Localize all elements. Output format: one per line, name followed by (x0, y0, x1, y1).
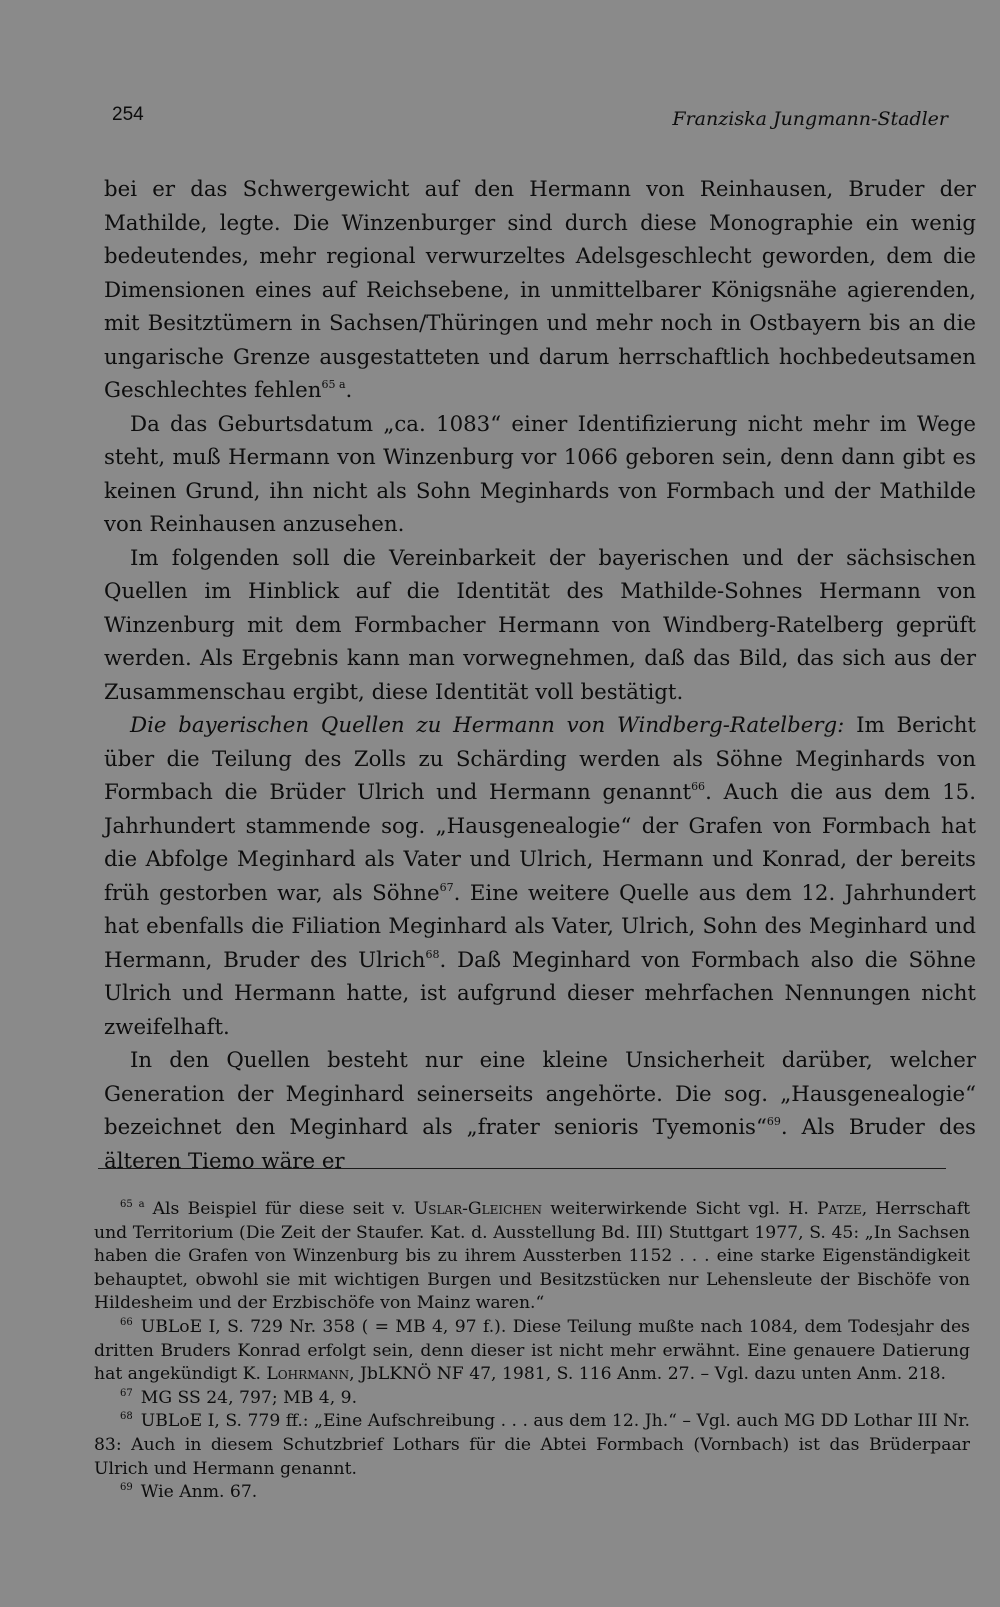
footnote-mark: 68 (120, 1411, 133, 1423)
paragraph-1-end: . (345, 378, 353, 403)
paragraph-1-text: bei er das Schwergewicht auf den Hermann von Reinhausen, Bruder der Mathilde, legte. Die Winzenburger sind durch diese Monographie ein wenig bedeutendes, mehr regional verwurzeltes Adelsgeschlecht geworden, dem die Dimensionen eines auf Reichsebene, in unmittelbarer Königsnähe agierenden, mit Besitztümern in Sachsen/Thüringen und mehr noch in Ostbayern bis an die ungarische Grenze ausgestatteten und darum herrschaftlich hochbedeutsamen Geschlechtes fehlen (104, 177, 976, 403)
paragraph-4-text-1: Im Bericht über die Teilung des Zolls zu Schärding werden als Söhne Meginhards von Formbach die Brüder Ulrich und Hermann genannt (104, 713, 976, 805)
footnote-ref-68[interactable]: 68 (425, 947, 440, 961)
paragraph-5-text-1: In den Quellen besteht nur eine kleine Unsicherheit darüber, welcher Generation der Meginhard seinerseits angehörte. Die sog. „Hausgenealogie“ bezeichnet den Meginhard als „frater senioris Tyemonis“ (104, 1048, 976, 1140)
footnote-ref-65a[interactable]: 65 a (321, 378, 346, 391)
footnote-ref-66[interactable]: 66 (691, 780, 706, 793)
paragraph-1 (104, 173, 976, 408)
paragraph-4-text-3: . Eine weitere Quelle aus dem 12. Jahrhundert hat ebenfalls die Filiation Meginhard als Vater, Ulrich, Sohn des Meginhard und Hermann, Bruder des Ulrich (104, 880, 976, 973)
author-name: Lohrmann (266, 1364, 350, 1385)
footnote-ref-67[interactable]: 67 (439, 880, 454, 894)
footnote-text: Wie Anm. 67. (140, 1482, 258, 1503)
paragraph-4-text-4: . Daß Meginhard von Formbach also die Söhne Ulrich und Hermann hatte, ist aufgrund dieser mehrfachen Nennungen nicht zweifelhaft. (104, 947, 976, 1040)
footnote-text: MG SS 24, 797; MB 4, 9. (140, 1387, 358, 1408)
footnote-68 (94, 1410, 970, 1481)
footnote-text: , Herrschaft und Territorium (Die Zeit der Staufer. Kat. d. Ausstellung Bd. III) Stuttgart 1977, S. 45: „In Sachsen haben die Grafen von Winzenburg bis zu ihrem Aussterben 1152 . . . eine starke Eigenständigkeit behauptet, obwohl sie mit wichtigen Burgen und Besitzstücken nur Lehensleute der Bischöfe von Hildesheim und der Erzbischöfe von Mainz waren.“ (94, 1199, 970, 1314)
paragraph-5-text-2: . Als Bruder des älteren Tiemo wäre er (104, 1115, 976, 1174)
main-text (104, 173, 976, 1178)
footnote-text: UBLoE I, S. 729 Nr. 358 ( = MB 4, 97 f.). Diese Teilung mußte nach 1084, dem Todesjahr des dritten Bruders Konrad erfolgt sein, denn dieser ist nicht mehr erwähnt. Eine genauere Datierung hat angekündigt K. (94, 1316, 970, 1385)
footnote-66 (94, 1316, 970, 1387)
paragraph-2: Da das Geburtsdatum „ca. 1083“ einer Identifizierung nicht mehr im Wege steht, muß Hermann von Winzenburg vor 1066 geboren sein, denn dann gibt es keinen Grund, ihn nicht als Sohn Meginhards von Formbach und der Mathilde von Reinhausen anzusehen. (104, 411, 976, 537)
author-name: Uslar-Gleichen (413, 1199, 543, 1219)
footnote-text: weiterwirkende Sicht vgl. H. (542, 1199, 818, 1219)
running-head: Franziska Jungmann-Stadler (672, 108, 948, 130)
footnote-mark: 65 a (120, 1199, 145, 1210)
footnote-mark: 66 (120, 1316, 133, 1328)
footnote-text: UBLoE I, S. 779 ff.: „Eine Aufschreibung . . . aus dem 12. Jh.“ – Vgl. auch MG DD Lothar III Nr. 83: Auch in diesem Schutzbrief Lothars für die Abtei Formbach (Vornbach) ist das Brüderpaar Ulrich und Hermann genannt. (94, 1411, 970, 1479)
footnote-ref-69[interactable]: 69 (766, 1115, 781, 1128)
paragraph-5 (104, 1044, 976, 1178)
section-heading: Die bayerischen Quellen zu Hermann von Windberg-Ratelberg: (130, 713, 845, 738)
paragraph-4 (104, 709, 976, 1044)
paragraph-4-text-2: . Auch die aus dem 15. Jahrhundert stammende sog. „Hausgenealogie“ der Grafen von Formbach hat die Abfolge Meginhard als Vater und Ulrich, Hermann und Konrad, der bereits früh gestorben war, als Söhne (104, 780, 976, 906)
page-header (112, 104, 948, 134)
footnote-69 (94, 1481, 970, 1505)
footnote-65a (94, 1198, 970, 1316)
footnote-mark: 69 (120, 1482, 133, 1494)
footnote-mark: 67 (120, 1387, 133, 1399)
footnotes (94, 1198, 970, 1505)
paragraph-3: Im folgenden soll die Vereinbarkeit der bayerischen und der sächsischen Quellen im Hinblick auf die Identität des Mathilde-Sohnes Hermann von Winzenburg mit dem Formbacher Hermann von Windberg-Ratelberg geprüft werden. Als Ergebnis kann man vorwegnehmen, daß das Bild, das sich aus der Zusammenschau ergibt, diese Identität voll bestätigt. (104, 545, 976, 705)
footnote-67 (94, 1387, 970, 1411)
footnote-text: Als Beispiel für diese seit v. (152, 1199, 414, 1219)
author-name: Patze (817, 1199, 862, 1219)
footnote-text: , JbLKNÖ NF 47, 1981, S. 116 Anm. 27. – Vgl. dazu unten Anm. 218. (349, 1364, 946, 1385)
footnote-separator (98, 1168, 946, 1169)
page-number: 254 (112, 104, 144, 125)
